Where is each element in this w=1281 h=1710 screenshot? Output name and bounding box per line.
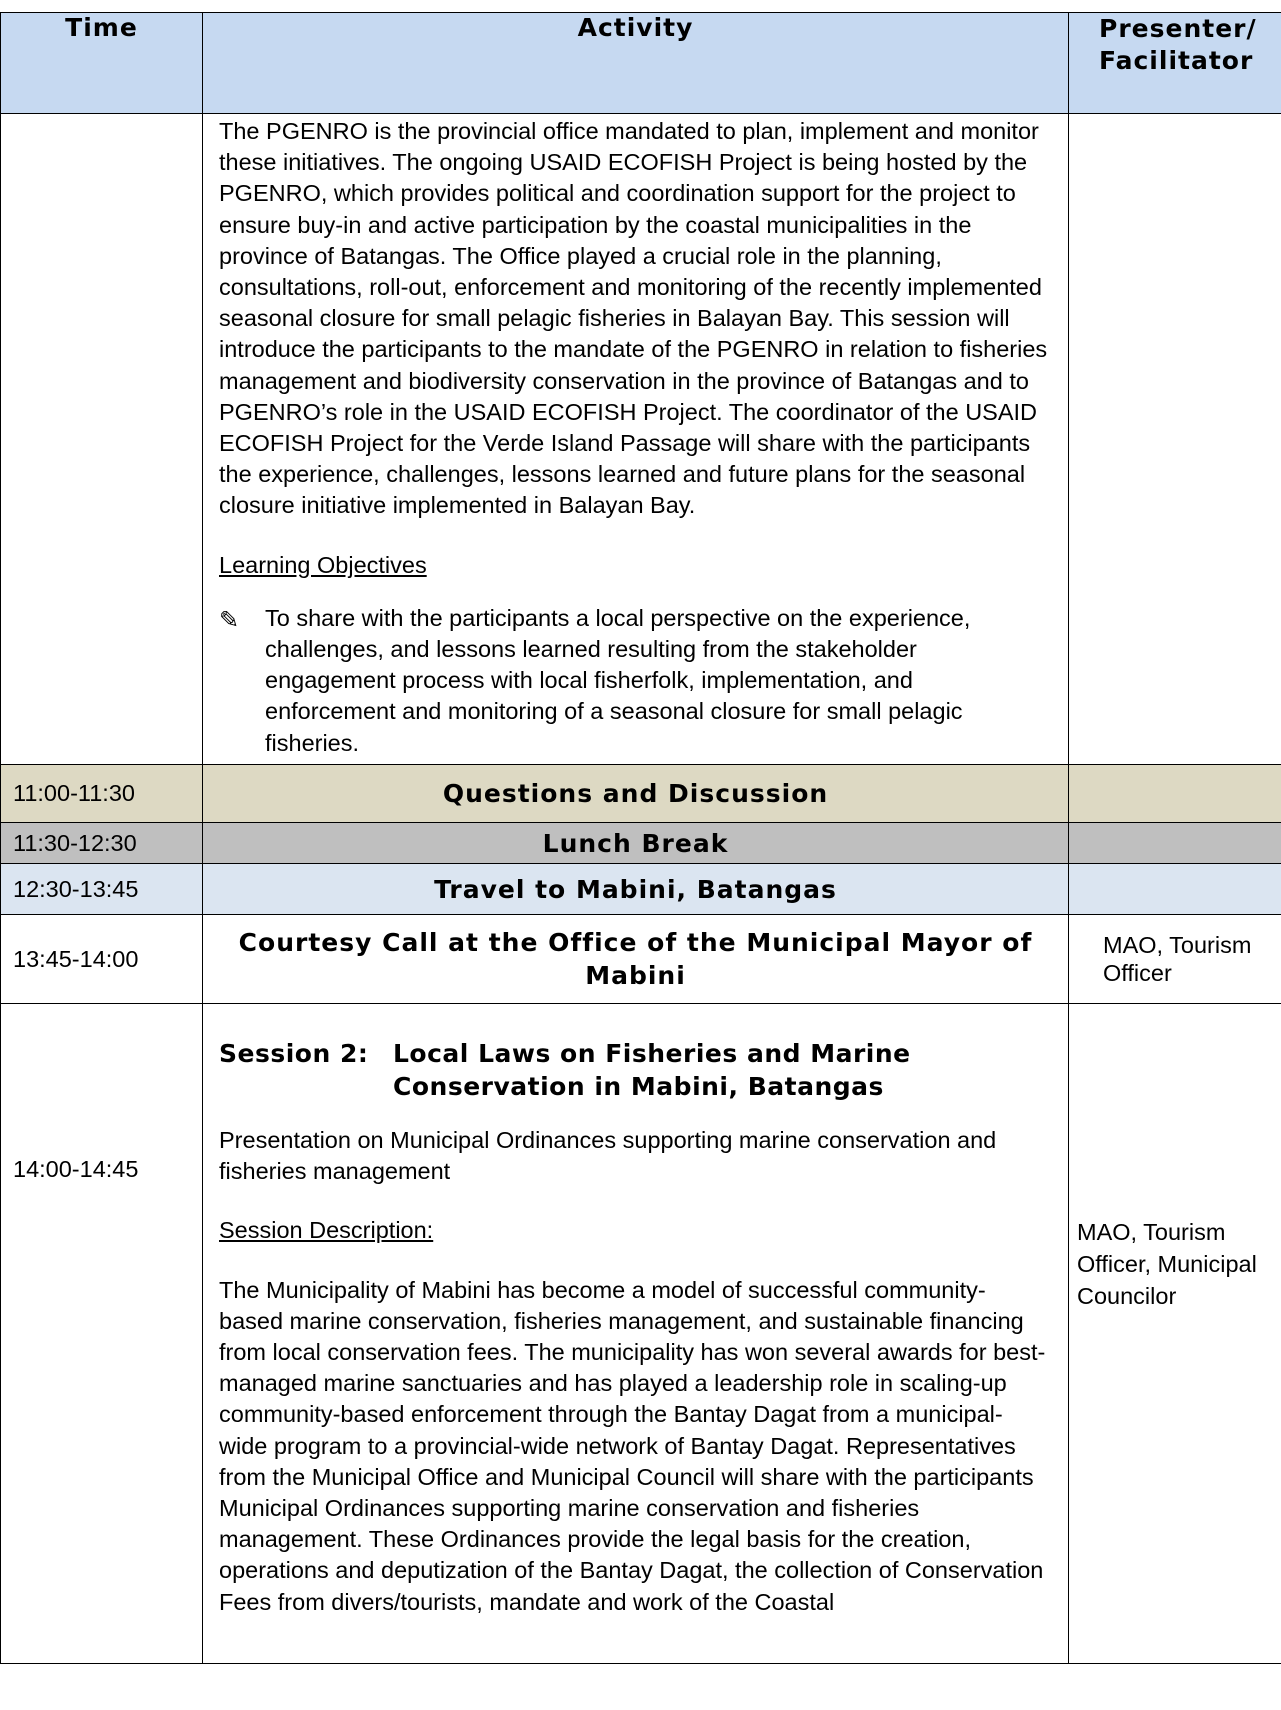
pgenro-row [1,114,1281,765]
session-intro: Presentation on Municipal Ordinances supporting marine conservation and fisheries management [219,1127,997,1185]
travel-title: Travel to Mabini, Batangas [203,864,1069,915]
courtesy-call-row [1,915,1281,1004]
travel-time: 12:30-13:45 [1,864,203,915]
session-description-heading: Session Description: [219,1217,434,1244]
pencil-icon: ✎ [219,606,240,634]
objective-list-item [219,603,1048,759]
session2-time [1,1004,203,1664]
session-title: Local Laws on Fisheries and Marine Conservation in Mabini, Batangas [393,1039,911,1101]
session2-time-text: 14:00-14:45 [13,1155,139,1182]
session-description: The Municipality of Mabini has become a model of successful community-based marine conservation, fisheries management, and sustainable financing from local conservation fees. The municipality has won several awards for best-managed marine sanctuaries and has played a leadership role in scaling-up community-based enforcement through the Bantay Dagat from a municipal-wide program to a provincial-wide network of Bantay Dagat. Representatives from the Municipal Office and Municipal Council will share with the participants Municipal Ordinances supporting marine conservation and fisheries management. These Ordinances provide the legal basis for the creation, operations and deputization of the Bantay Dagat, the collection of Conservation Fees from divers/tourists, mandate and work of the Coastal [219,1276,1046,1615]
qd-presenter [1069,765,1281,823]
travel-row [1,864,1281,915]
pgenro-time-cell [1,114,203,765]
lunch-presenter [1069,823,1281,864]
session2-presenter: MAO, Tourism Officer, Municipal Councilor [1077,1219,1257,1309]
header-presenter-line1: Presenter/ [1099,14,1257,43]
qd-title: Questions and Discussion [203,765,1069,823]
header-presenter [1069,13,1281,114]
lunch-title: Lunch Break [203,823,1069,864]
courtesy-time: 13:45-14:00 [1,915,203,1004]
agenda-table [0,12,1281,1664]
header-row [1,13,1281,114]
session2-activity-cell [203,1004,1069,1664]
questions-discussion-row [1,765,1281,823]
session-heading [219,1037,1048,1103]
objective-text: To share with the participants a local perspective on the experience, challenges, and lessons learned resulting from the stakeholder engagement process with local fisherfolk, implementation, and enforcement and monitoring of a seasonal closure for small pelagic fisheries. [265,604,971,756]
learning-objectives-heading: Learning Objectives [219,551,427,578]
qd-time: 11:00-11:30 [1,765,203,823]
courtesy-presenter: MAO, Tourism Officer [1069,915,1281,1004]
travel-presenter [1069,864,1281,915]
pgenro-presenter-cell [1069,114,1281,765]
header-activity: Activity [203,13,1069,114]
session2-row [1,1004,1281,1664]
courtesy-title: Courtesy Call at the Office of the Municipal Mayor of Mabini [203,915,1069,1004]
session2-presenter-cell [1069,1004,1281,1664]
header-time: Time [1,13,203,114]
session-label: Session 2: [219,1039,369,1068]
header-presenter-line2: Facilitator [1099,46,1254,75]
lunch-time: 11:30-12:30 [1,823,203,864]
lunch-break-row [1,823,1281,864]
pgenro-activity-cell [203,114,1069,765]
pgenro-paragraph: The PGENRO is the provincial office mandated to plan, implement and monitor these initiatives. The ongoing USAID ECOFISH Project is being hosted by the PGENRO, which provides political and coordination support for the project to ensure buy-in and active participation by the coastal municipalities in the province of Batangas. The Office played a crucial role in the planning, consultations, roll-out, enforcement and monitoring of the recently implemented seasonal closure for small pelagic fisheries in Balayan Bay. This session will introduce the participants to the mandate of the PGENRO in relation to fisheries management and biodiversity conservation in the province of Batangas and to PGENRO’s role in the USAID ECOFISH Project. The coordinator of the USAID ECOFISH Project for the Verde Island Passage will share with the participants the experience, challenges, lessons learned and future plans for the seasonal closure initiative implemented in Balayan Bay. [219,118,1048,519]
